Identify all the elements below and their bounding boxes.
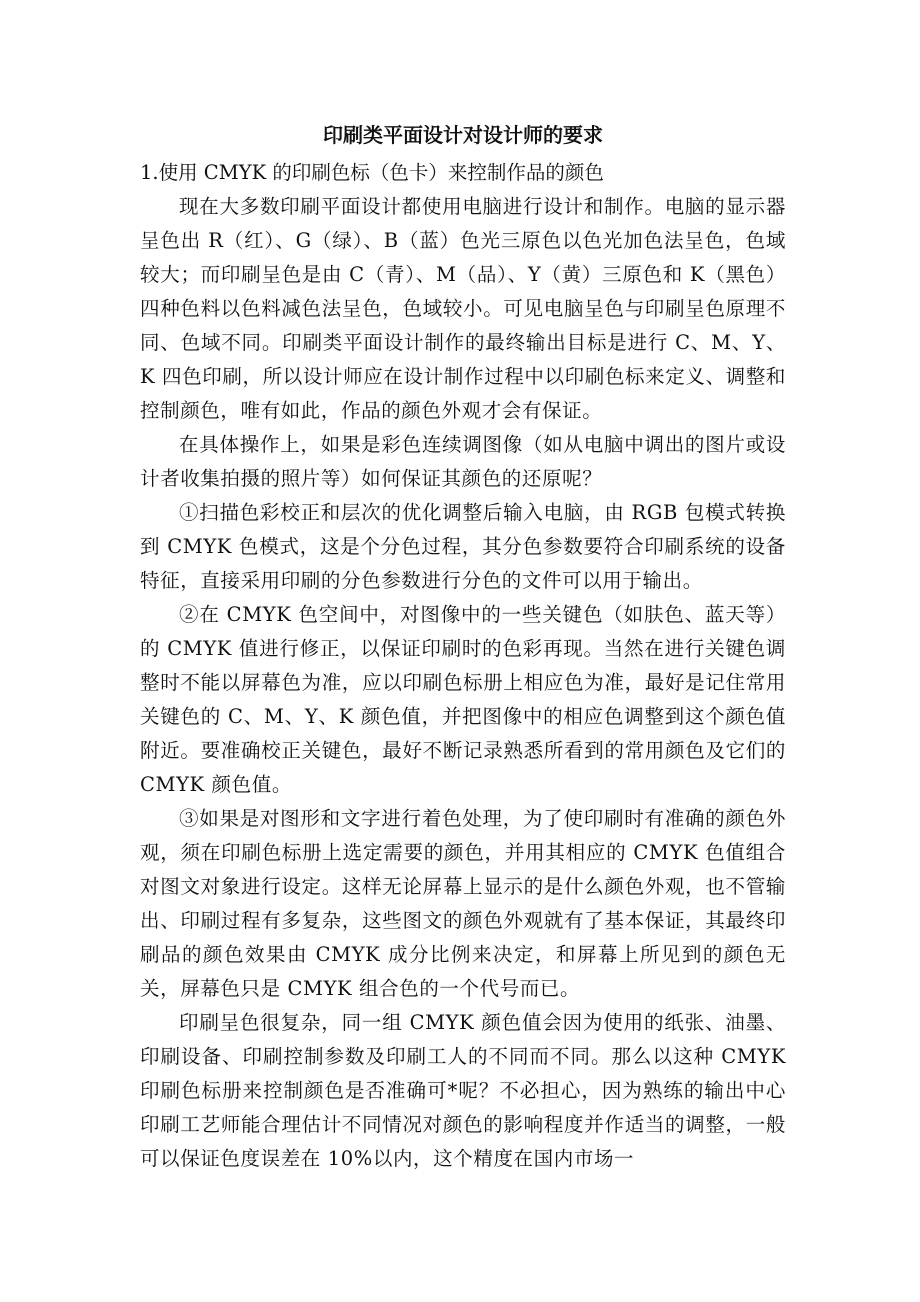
paragraph-accuracy: 印刷呈色很复杂，同一组 CMYK 颜色值会因为使用的纸张、油墨、印刷设备、印刷控制参数及印刷工人的不同而不同。那么以这种 CMYK 印刷色标册来控制颜色是否准确可*呢？不必担心，因为熟练的输出中心印刷工艺师能合理估计不同情况对颜色的影响程度并作适当的调整，一般可以保证色度误差在 10%以内，这个精度在国内市场一 xyxy=(140,1011,786,1170)
section-heading: 1.使用 CMYK 的印刷色标（色卡）来控制作品的颜色 xyxy=(140,161,604,184)
paragraph-step-2: ②在 CMYK 色空间中，对图像中的一些关键色（如肤色、蓝天等）的 CMYK 值进行修正，以保证印刷时的色彩再现。当然在进行关键色调整时不能以屏幕色为准，应以印刷色标册上相应色为准，最好是记住常用关键色的 C、M、Y、K 颜色值，并把图像中的相应色调整到这个颜色值附近。要准确校正关键色，最好不断记录熟悉所看到的常用颜色及它们的 CMYK 颜色值。 xyxy=(140,603,786,796)
document-page xyxy=(140,118,786,1176)
paragraph-step-3: ③如果是对图形和文字进行着色处理，为了使印刷时有准确的颜色外观，须在印刷色标册上选定需要的颜色，并用其相应的 CMYK 色值组合对图文对象进行设定。这样无论屏幕上显示的是什么颜色外观，也不管输出、印刷过程有多复杂，这些图文的颜色外观就有了基本保证，其最终印刷品的颜色效果由 CMYK 成分比例来决定，和屏幕上所见到的颜色无关，屏幕色只是 CMYK 组合色的一个代号而已。 xyxy=(140,807,786,1000)
document-title: 印刷类平面设计对设计师的要求 xyxy=(323,123,603,147)
paragraph-intro: 现在大多数印刷平面设计都使用电脑进行设计和制作。电脑的显示器呈色出 R（红）、G（绿）、B（蓝）色光三原色以色光加色法呈色，色域较大；而印刷呈色是由 C（青）、M（品）、Y（黄）三原色和 K（黑色）四种色料以色料减色法呈色，色域较小。可见电脑呈色与印刷呈色原理不同、色域不同。印刷类平面设计制作的最终输出目标是进行 C、M、Y、K 四色印刷，所以设计师应在设计制作过程中以印刷色标来定义、调整和控制颜色，唯有如此，作品的颜色外观才会有保证。 xyxy=(140,195,786,422)
paragraph-question: 在具体操作上，如果是彩色连续调图像（如从电脑中调出的图片或设计者收集拍摄的照片等）如何保证其颜色的还原呢？ xyxy=(140,433,786,490)
paragraph-step-1: ①扫描色彩校正和层次的优化调整后输入电脑，由 RGB 包模式转换到 CMYK 色模式，这是个分色过程，其分色参数要符合印刷系统的设备特征，直接采用印刷的分色参数进行分色的文件可以用于输出。 xyxy=(140,501,786,592)
